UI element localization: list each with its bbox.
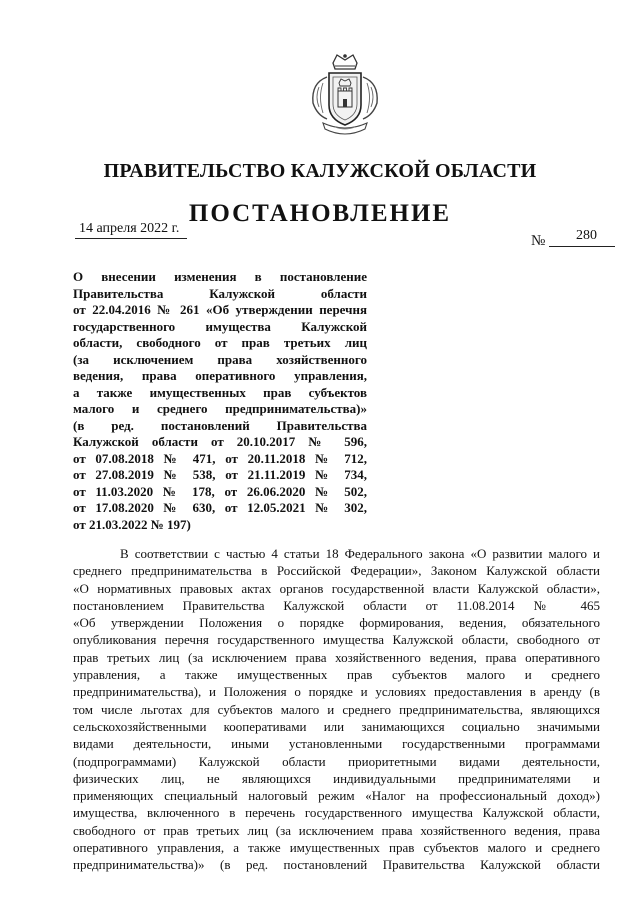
body-line: среднего предпринимательства в Российской Федерации», Законом Калужской области bbox=[73, 563, 600, 579]
subject-line: ведения, права оперативного управления, bbox=[73, 368, 367, 383]
subject-line: Правительства Калужской области bbox=[73, 285, 367, 301]
document-type-heading: ПОСТАНОВЛЕНИЕ bbox=[188, 200, 452, 227]
body-line: применяющих специальный налоговый режим «Налог на профессиональный доход») bbox=[73, 788, 600, 804]
body-line: имущества, включенного в перечень государственного имущества Калужской области, bbox=[73, 805, 600, 821]
body-line: прав третьих лиц (за исключением права хозяйственного ведения, права оперативного bbox=[73, 649, 600, 665]
body-line: оперативного управления, а также имущественных прав субъектов малого и среднего bbox=[73, 840, 600, 856]
subject-line: области, свободного от прав третьих лиц bbox=[73, 335, 367, 350]
subject-line: (в ред. постановлений Правительства bbox=[73, 417, 367, 433]
subject-line: О внесении изменения в постановление bbox=[73, 269, 367, 284]
body-line: свободного от прав третьих лиц (за исключением права хозяйственного ведения, права bbox=[73, 822, 600, 838]
body-line: опубликования перечня государственного имущества Калужской области, свободного от bbox=[73, 632, 600, 648]
body-line: сельскохозяйственными кооперативами или занимающихся социально значимыми bbox=[73, 718, 600, 734]
subject-line: от 07.08.2018 № 471, от 20.11.2018 № 712, bbox=[73, 450, 367, 466]
subject-line: малого и среднего предпринимательства)» bbox=[73, 401, 367, 416]
subject-line: от 17.08.2020 № 630, от 12.05.2021 № 302, bbox=[73, 500, 367, 515]
subject-line: от 27.08.2019 № 538, от 21.11.2019 № 734, bbox=[73, 467, 367, 482]
body-line: управления, а также имущественных прав субъектов малого и среднего bbox=[73, 667, 600, 683]
body-line: предпринимательства)» (в ред. постановлений Правительства Калужской области bbox=[73, 857, 600, 873]
document-subject bbox=[73, 269, 367, 533]
subject-line: от 21.03.2022 № 197) bbox=[73, 516, 191, 532]
number-label: № bbox=[531, 233, 546, 249]
body-line: В соответствии с частью 4 статьи 18 Федерального закона «О развитии малого и bbox=[120, 546, 600, 561]
document-date: 14 апреля 2022 г. bbox=[75, 221, 187, 239]
body-line: (подпрограммами) Калужской области приоритетными видами деятельности, bbox=[73, 753, 600, 769]
document-body bbox=[73, 545, 600, 874]
subject-line: а также имущественных прав субъектов bbox=[73, 384, 367, 400]
body-line: «О нормативных правовых актах органов государственной власти Калужской области», bbox=[73, 580, 600, 596]
number-underline bbox=[549, 246, 615, 247]
subject-line: (за исключением права хозяйственного bbox=[73, 351, 367, 367]
subject-line: Калужской области от 20.10.2017 № 596, bbox=[73, 434, 367, 449]
body-line: видами деятельности, иными установленными государственными программами bbox=[73, 736, 600, 752]
document-number: 280 bbox=[576, 228, 597, 243]
body-line: предпринимательства), и Положения о порядке и условиях предоставления в аренду (в bbox=[73, 684, 600, 700]
subject-line: государственного имущества Калужской bbox=[73, 318, 367, 334]
subject-line: от 22.04.2016 № 261 «Об утверждении перечня bbox=[73, 302, 367, 317]
body-line: «Об утверждении Положения о порядке формирования, ведения, обязательного bbox=[73, 615, 600, 631]
body-line: постановлением Правительства Калужской области от 11.08.2014 № 465 bbox=[73, 597, 600, 613]
subject-line: от 11.03.2020 № 178, от 26.06.2020 № 502, bbox=[73, 483, 367, 499]
body-line: физических лиц, не являющихся индивидуальными предпринимателями и bbox=[73, 770, 600, 786]
body-line: том числе льготах для субъектов малого и среднего предпринимательства, являющихся bbox=[73, 701, 600, 717]
government-title: ПРАВИТЕЛЬСТВО КАЛУЖСКОЙ ОБЛАСТИ bbox=[103, 160, 537, 182]
coat-of-arms-icon bbox=[305, 53, 385, 139]
